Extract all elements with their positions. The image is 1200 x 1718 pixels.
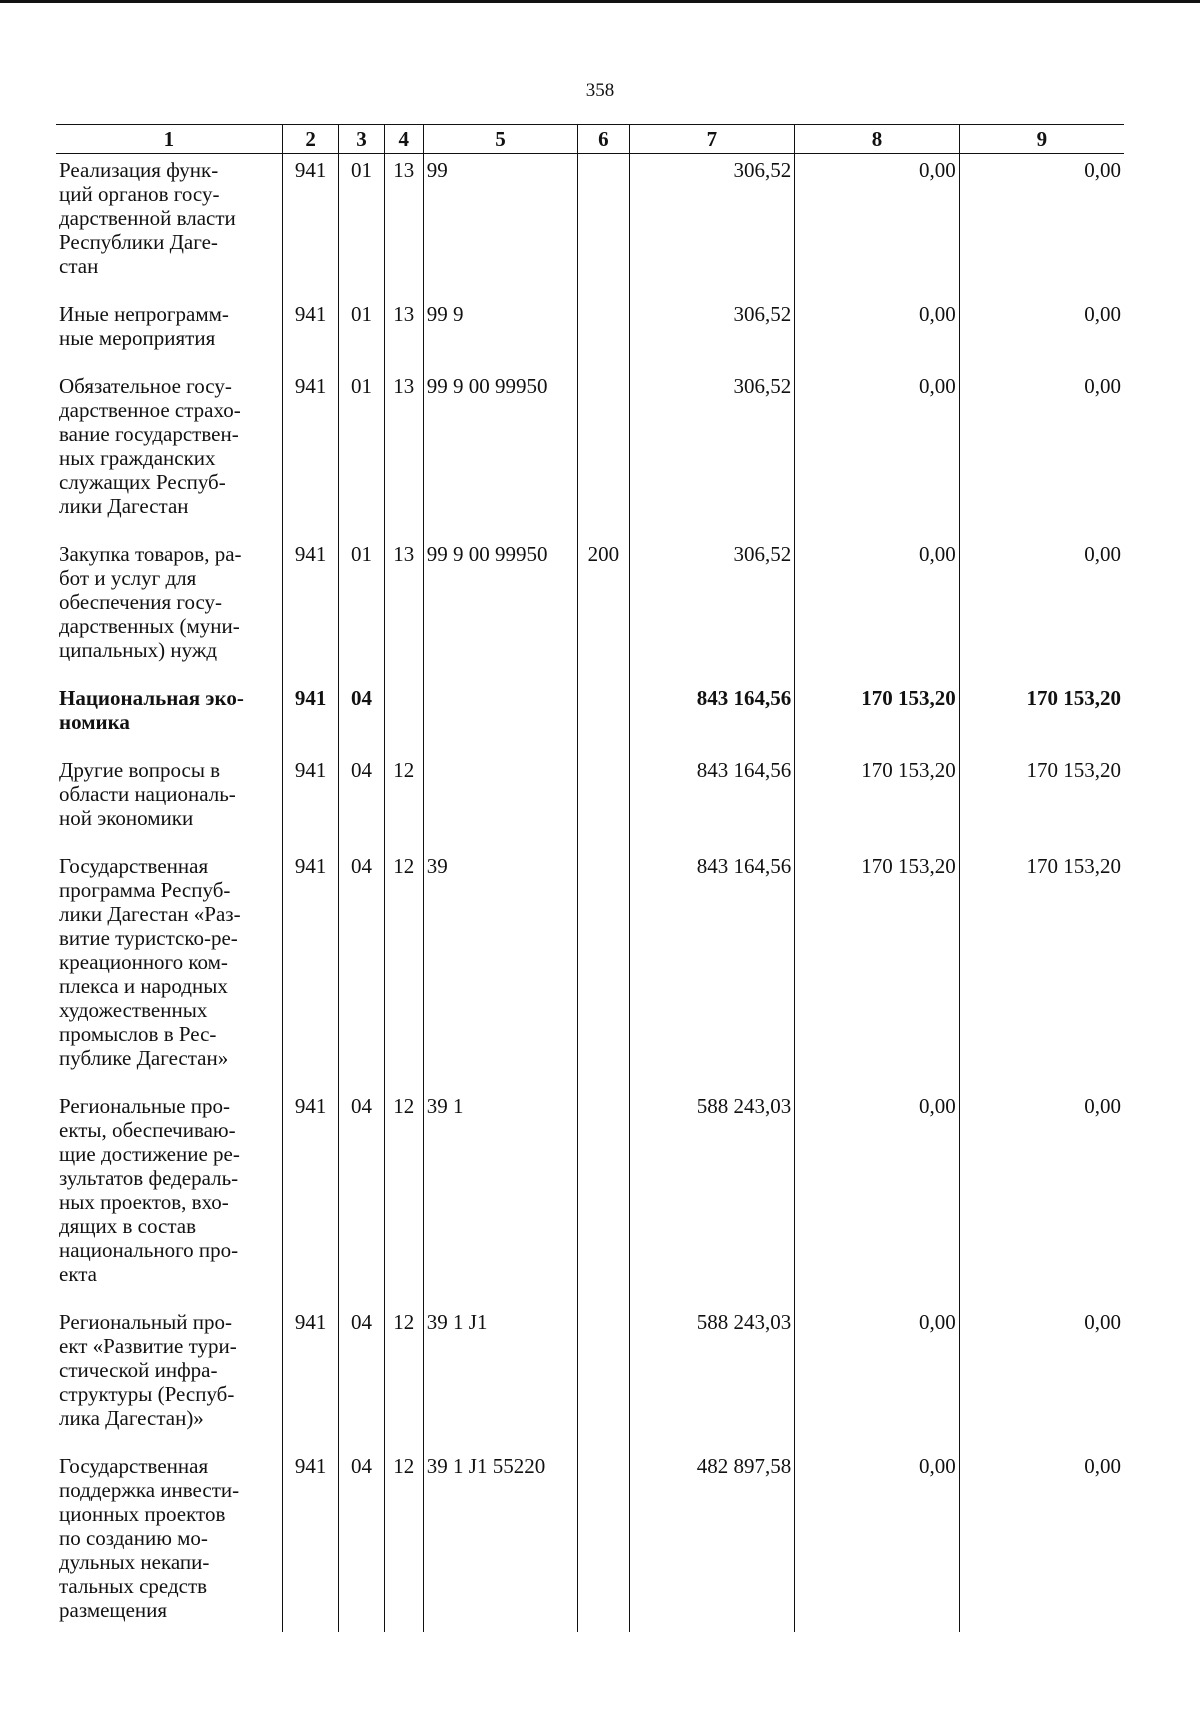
cell-amount-7: 588 243,03 [629,1090,795,1306]
row-name: Иные непрограмм- ные мероприятия [59,302,229,350]
table-row [56,154,1124,299]
cell-amount-7: 306,52 [629,298,795,370]
cell-amount-9: 0,00 [959,538,1124,682]
cell-amount-9: 0,00 [959,1306,1124,1450]
cell-section: 01 [339,154,384,299]
column-header: 7 [629,125,795,154]
cell-admin-code: 941 [282,1306,339,1450]
cell-amount-8: 0,00 [795,1306,960,1450]
cell-amount-9: 170 153,20 [959,850,1124,1090]
cell-target-article: 39 [423,850,577,1090]
cell-amount-7: 306,52 [629,154,795,299]
cell-section: 04 [339,1090,384,1306]
cell-amount-9: 170 153,20 [959,682,1124,754]
cell-target-article: 39 1 [423,1090,577,1306]
cell-subsection: 12 [384,1090,423,1306]
cell-target-article [423,754,577,850]
table-body [56,154,1124,1633]
page-number: 358 [585,80,615,101]
cell-amount-8: 0,00 [795,154,960,299]
top-rule [0,0,1200,3]
row-name: Реализация функ- ций органов госу- дарственной власти Республики Даге- стан [59,158,236,278]
cell-expense-type [578,298,629,370]
cell-target-article: 99 [423,154,577,299]
row-name: Государственная поддержка инвести- ционных проектов по созданию мо- дульных некапи- тальных средств размещения [59,1454,240,1622]
column-header: 9 [959,125,1124,154]
table-row [56,1090,1124,1306]
cell-admin-code: 941 [282,1090,339,1306]
cell-subsection: 12 [384,1450,423,1632]
row-name: Региональные про- екты, обеспечиваю- щие достижение ре- зультатов федераль- ных проектов, вхо- дящих в состав национального про- екта [59,1094,240,1286]
cell-expense-type [578,1090,629,1306]
cell-amount-8: 0,00 [795,298,960,370]
column-header: 6 [578,125,629,154]
cell-section: 04 [339,850,384,1090]
cell-section: 04 [339,1450,384,1632]
column-header: 4 [384,125,423,154]
cell-section: 01 [339,298,384,370]
cell-amount-8: 0,00 [795,370,960,538]
table-row [56,682,1124,754]
cell-target-article: 99 9 [423,298,577,370]
column-header: 5 [423,125,577,154]
cell-admin-code: 941 [282,1450,339,1632]
cell-amount-8: 0,00 [795,1090,960,1306]
table-row [56,298,1124,370]
cell-expense-type [578,370,629,538]
cell-expense-type [578,1450,629,1632]
budget-table [56,124,1124,1632]
column-header: 3 [339,125,384,154]
cell-section: 04 [339,682,384,754]
row-name: Государственная программа Респуб- лики Дагестан «Раз- витие туристско-ре- креационного ком- плекса и народных художественных промыслов в Рес- публике Дагестан» [59,854,241,1070]
cell-target-article [423,682,577,754]
cell-admin-code: 941 [282,298,339,370]
cell-amount-9: 0,00 [959,1450,1124,1632]
cell-expense-type [578,682,629,754]
table-row [56,850,1124,1090]
cell-subsection: 13 [384,298,423,370]
cell-amount-7: 482 897,58 [629,1450,795,1632]
table-row [56,370,1124,538]
cell-subsection: 13 [384,538,423,682]
cell-expense-type [578,154,629,299]
cell-section: 04 [339,1306,384,1450]
cell-admin-code: 941 [282,850,339,1090]
cell-amount-7: 588 243,03 [629,1306,795,1450]
cell-amount-9: 0,00 [959,1090,1124,1306]
cell-amount-7: 843 164,56 [629,682,795,754]
cell-amount-9: 170 153,20 [959,754,1124,850]
cell-subsection: 12 [384,850,423,1090]
table-row [56,538,1124,682]
cell-subsection: 13 [384,370,423,538]
cell-expense-type [578,1306,629,1450]
cell-expense-type: 200 [578,538,629,682]
cell-admin-code: 941 [282,154,339,299]
cell-target-article: 39 1 J1 [423,1306,577,1450]
table-row [56,1450,1124,1632]
cell-expense-type [578,850,629,1090]
cell-amount-8: 0,00 [795,1450,960,1632]
table-row [56,754,1124,850]
row-name: Другие вопросы в области националь- ной экономики [59,758,236,830]
header-row [56,125,1124,154]
column-header: 2 [282,125,339,154]
cell-admin-code: 941 [282,682,339,754]
cell-amount-8: 170 153,20 [795,682,960,754]
row-name: Обязательное госу- дарственное страхо- вание государствен- ных гражданских служащих Респуб- лики Дагестан [59,374,241,518]
cell-target-article: 99 9 00 99950 [423,538,577,682]
row-name: Закупка товаров, ра- бот и услуг для обеспечения госу- дарственных (муни- ципальных) нужд [59,542,242,662]
cell-admin-code: 941 [282,538,339,682]
cell-subsection: 13 [384,154,423,299]
cell-amount-7: 306,52 [629,538,795,682]
cell-amount-9: 0,00 [959,370,1124,538]
cell-amount-7: 306,52 [629,370,795,538]
cell-section: 04 [339,754,384,850]
row-name: Региональный про- ект «Развитие тури- стической инфра- структуры (Респуб- лика Дагестан)» [59,1310,237,1430]
cell-admin-code: 941 [282,370,339,538]
cell-amount-7: 843 164,56 [629,754,795,850]
column-header: 1 [56,125,282,154]
cell-amount-9: 0,00 [959,154,1124,299]
cell-expense-type [578,754,629,850]
cell-subsection: 12 [384,754,423,850]
cell-amount-7: 843 164,56 [629,850,795,1090]
cell-amount-8: 170 153,20 [795,754,960,850]
cell-amount-8: 170 153,20 [795,850,960,1090]
cell-admin-code: 941 [282,754,339,850]
table-row [56,1306,1124,1450]
column-header: 8 [795,125,960,154]
row-name: Национальная эко- номика [59,686,244,734]
cell-target-article: 39 1 J1 55220 [423,1450,577,1632]
cell-amount-9: 0,00 [959,298,1124,370]
cell-section: 01 [339,538,384,682]
cell-amount-8: 0,00 [795,538,960,682]
cell-subsection: 12 [384,1306,423,1450]
cell-subsection [384,682,423,754]
cell-section: 01 [339,370,384,538]
cell-target-article: 99 9 00 99950 [423,370,577,538]
